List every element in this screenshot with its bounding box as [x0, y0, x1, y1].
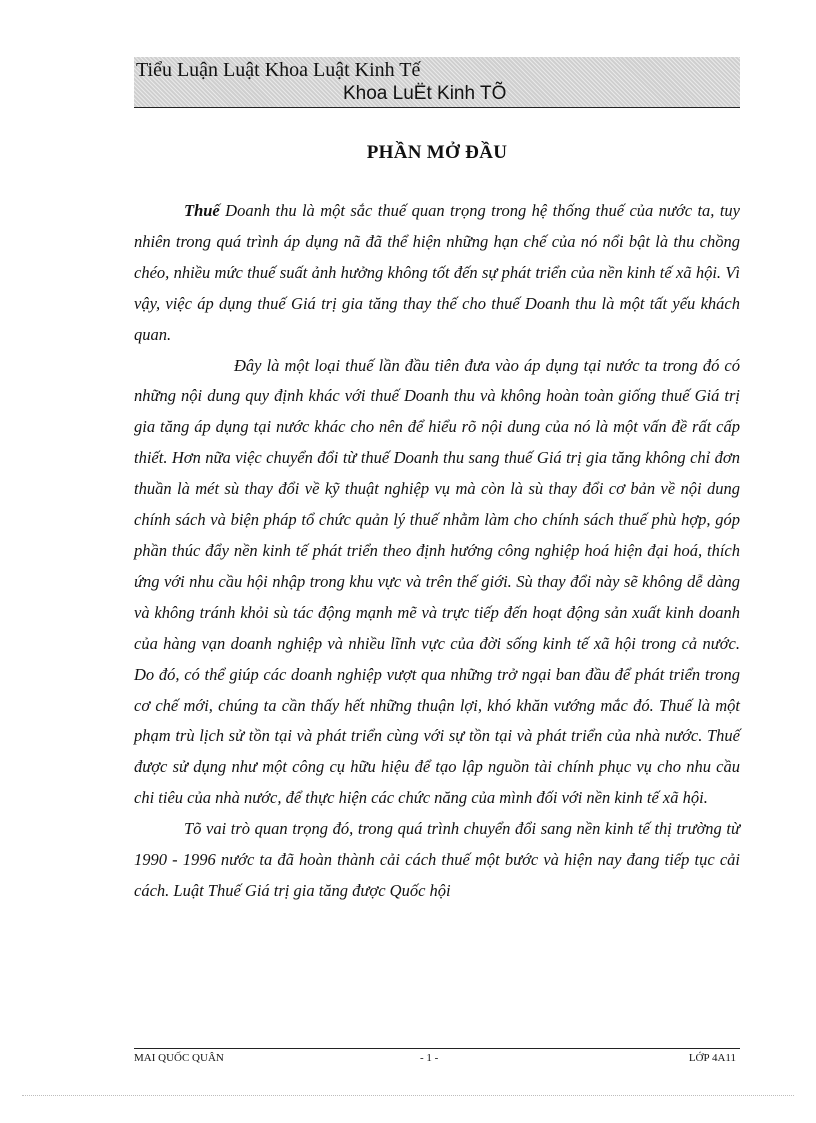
footer-author: MAI QUỐC QUÂN: [134, 1052, 224, 1064]
page-title: PHẦN MỞ ĐẦU: [366, 142, 508, 163]
footer-page-number: - 1 -: [420, 1052, 439, 1064]
page-bottom-divider: [22, 1095, 794, 1096]
page-header: [134, 57, 740, 108]
paragraph-1-text: Doanh thu là một sắc thuế quan trọng trong hệ thống thuế của nước ta, tuy nhiên trong quá trình áp dụng nã đã thể hiện những hạn chế của nó nổi bật là thu chồng chéo, nhiều mức thuế suất ảnh hưởng không tốt đến sự phát triển của nền kinh tế xã hội. Vì vậy, việc áp dụng thuế Giá trị gia tăng thay thế cho thuế Doanh thu là một tất yếu khách quan.: [134, 201, 740, 344]
paragraph-3: Tõ vai trò quan trọng đó, trong quá trình chuyển đổi sang nền kinh tế thị trường từ 1990 - 1996 nước ta đã hoàn thành cải cách thuế một bước và hiện nay đang tiếp tục cải cách. Luật Thuế Giá trị gia tăng được Quốc hội: [134, 819, 740, 900]
page-footer: [134, 1048, 740, 1065]
header-title: Tiểu Luận Luật Khoa Luật Kinh Tế: [136, 59, 421, 81]
paragraph-2: Đây là một loại thuế lần đầu tiên đưa vào áp dụng tại nước ta trong đó có những nội dung quy định khác với thuế Doanh thu và không hoàn toàn giống thuế Giá trị gia tăng áp dụng tại nước khác cho nên để hiểu rõ nội dung của nó là một vấn đề rất cấp thiết. Hơn nữa việc chuyển đổi từ thuế Doanh thu sang thuế Giá trị gia tăng không chỉ đơn thuần là mét sù thay đổi về kỹ thuật nghiệp vụ mà còn là sù thay đổi cơ bản về nội dung chính sách và biện pháp tổ chức quản lý thuế nhằm làm cho chính sách thuế phù hợp, góp phần thúc đẩy nền kinh tế phát triển theo định hướng công nghiệp hoá hiện đại hoá, thích ứng với nhu cầu hội nhập trong khu vực và trên thế giới. Sù thay đổi này sẽ không dễ dàng và không tránh khỏi sù tác động mạnh mẽ và trực tiếp đến hoạt động sản xuất kinh doanh của hàng vạn doanh nghiệp và nhiều lĩnh vực của đời sống kinh tế xã hội trong cả nước. Do đó, có thể giúp các doanh nghiệp vượt qua những trở ngại ban đầu để phát triển trong cơ chế mới, chúng ta cần thấy hết những thuận lợi, khó khăn vướng mắc đó. Thuế là một phạm trù lịch sử tồn tại và phát triển cùng với sự tồn tại và phát triển của nhà nước. Thuế được sử dụng như một công cụ hữu hiệu để tạo lập nguồn tài chính phục vụ cho nhu cầu chi tiêu của nhà nước, để thực hiện các chức năng của mình đối với nền kinh tế xã hội.: [134, 355, 740, 808]
document-body: [134, 196, 740, 907]
paragraph-1-lead: Thuế: [184, 201, 220, 220]
paragraph-1: [134, 196, 740, 351]
header-subtitle: Khoa LuËt Kinh TÕ: [343, 83, 507, 104]
footer-class: LỚP 4A11: [688, 1052, 736, 1064]
